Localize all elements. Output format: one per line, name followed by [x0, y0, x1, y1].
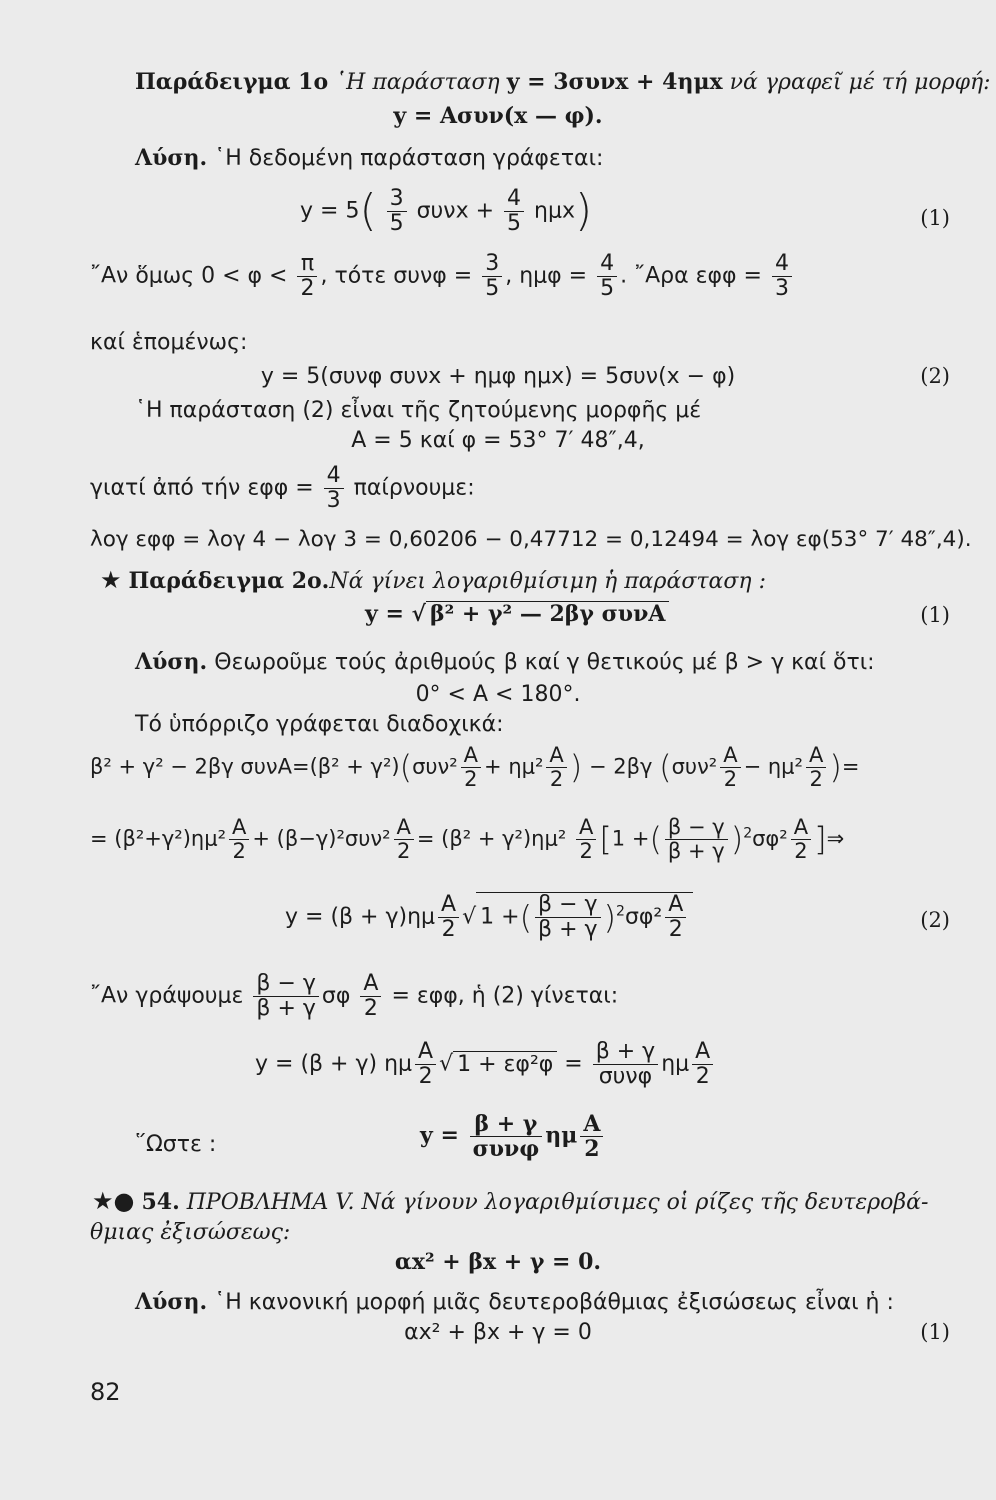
- example1-expression: y = 3συνx + 4ημx: [506, 69, 723, 95]
- example1-label: Παράδειγμα 1ο: [135, 69, 329, 95]
- example1-prompt-a: ῾Η παράσταση: [335, 70, 500, 95]
- fraction-4-3: $\frac{4}{3}$: [324, 464, 344, 513]
- final-result: y = $\frac{\beta + \gamma}{\text{συνφ}}$ ημ $\frac{A}{2}$: [420, 1112, 606, 1161]
- form-statement: ῾Η παράσταση (2) εἶναι τῆς ζητούμενης μορφῆς μέ: [135, 398, 702, 423]
- example2-solution-line: [135, 650, 875, 675]
- right-paren: ): [575, 185, 593, 236]
- solution-label: Λύση.: [135, 649, 208, 675]
- problem-text-2: θμιας ἐξισώσεως:: [90, 1220, 291, 1245]
- solution-text: Θεωροῦμε τούς ἀριθμούς β καί γ θετικούς μέ β > γ καί ὅτι:: [214, 650, 875, 675]
- eq1-end: ημx: [534, 198, 575, 224]
- problem-equation: αx² + βx + γ = 0.: [394, 1249, 602, 1275]
- equation-number-1c: (1): [920, 1320, 950, 1344]
- substitution-line: ῎Αν γράψουμε $\frac{\beta - \gamma}{\beta + \gamma}$ σφ $\frac{A}{2}$ = εφφ, ἡ (2) γίνεται:: [90, 971, 619, 1022]
- fraction-4-5: $\frac{4}{5}$: [597, 252, 617, 301]
- radicand: β² + γ² — 2βγ συνA: [426, 601, 669, 627]
- example2-prompt: Νά γίνει λογαριθμίσιμη ἡ παράσταση :: [329, 569, 766, 594]
- example2-equation-2: y = (β + γ)ημ $\frac{A}{2}$ √ 1 +( $\frac{\beta - \gamma}{\beta + \gamma}$ )$^2$σφ² $\frac{A}{2}$: [285, 892, 693, 942]
- example2-heading: [100, 567, 766, 595]
- therefore-label: ῞Ωστε :: [135, 1132, 217, 1157]
- condition-line: ῎Αν ὅμως 0 < φ < $\frac{\pi}{2}$ , τότε συνφ = $\frac{3}{5}$ , ημφ = $\frac{4}{5}$ . ῎Αρα εφφ = $\frac{4}{3}$: [90, 252, 795, 301]
- example2-equation-3: y = (β + γ) ημ $\frac{A}{2}$ √ 1 + εφ²φ = $\frac{\beta + \gamma}{\text{συνφ}}$ ημ $\frac{A}{2}$: [255, 1040, 716, 1089]
- problem-heading: [92, 1188, 928, 1216]
- star-bullet-icon: ★●: [92, 1187, 135, 1215]
- angle-range: 0° < A < 180°.: [415, 682, 581, 707]
- solution-label: Λύση.: [135, 145, 208, 171]
- fraction-3-5: $\frac{3}{5}$: [387, 187, 407, 236]
- equation-1: [300, 186, 592, 237]
- derivation-line-2: = (β²+γ²)ημ² $\frac{A}{2}$ + (β−γ)²συν² $\frac{A}{2}$ = (β² + γ²)ημ² $\frac{A}{2}$ [1 +( $\frac{\beta - \gamma}{\beta + \gamma}$ )$^2$σφ² $\frac{A}{2}$ ]⇒: [90, 815, 845, 864]
- equation-number-1: (1): [920, 206, 950, 230]
- problem-title: ΠΡΟΒΛΗΜΑ V.: [186, 1190, 355, 1215]
- solution-text: ῾Η κανονική μορφή μιᾶς δευτεροβάθμιας ἐξισώσεως εἶναι ἡ :: [214, 1290, 894, 1315]
- logarithm-calculation: λογ εφφ = λογ 4 − λογ 3 = 0,60206 − 0,47712 = 0,12494 = λογ εφ(53° 7′ 48″,4).: [90, 527, 972, 552]
- quadratic-equation: αx² + βx + γ = 0: [404, 1320, 592, 1345]
- problem-number: 54.: [141, 1189, 180, 1215]
- problem-text-1: Νά γίνουν λογαριθμίσιμες οἱ ρίζες τῆς δευτεροβά-: [361, 1190, 929, 1215]
- equation-2: y = 5(συνφ συνx + ημφ ημx) = 5συν(x − φ): [260, 364, 736, 389]
- fraction-4-5: $\frac{4}{5}$: [504, 187, 524, 236]
- solution-label: Λύση.: [135, 1289, 208, 1315]
- left-paren: (: [359, 185, 377, 236]
- fraction-4-3: $\frac{4}{3}$: [772, 252, 792, 301]
- fraction-3-5: $\frac{3}{5}$: [482, 252, 502, 301]
- solution-text: ῾Η δεδομένη παράσταση γράφεται:: [214, 146, 604, 171]
- example1-solution-line: [135, 146, 603, 171]
- eq1-middle: συνx +: [416, 198, 495, 224]
- problem-solution-line: [135, 1290, 894, 1315]
- eq1-prefix: y = 5: [300, 198, 360, 224]
- equation-number-2b: (2): [920, 908, 950, 932]
- page-number: 82: [90, 1378, 121, 1406]
- equation-number-2: (2): [920, 364, 950, 388]
- fraction-pi-2: $\frac{\pi}{2}$: [297, 252, 317, 301]
- example2-equation-1: y = √ β² + γ² — 2βγ συνA: [365, 601, 669, 627]
- example2-label: Παράδειγμα 2ο.: [128, 568, 330, 594]
- derivation-line-1: β² + γ² − 2βγ συνA=(β² + γ²)(συν² $\frac{A}{2}$ + ημ² $\frac{A}{2}$ ) − 2βγ (συν² $\frac{A}{2}$ − ημ² $\frac{A}{2}$ )=: [90, 743, 860, 792]
- radicand-intro: Τό ὑπόρριζο γράφεται διαδοχικά:: [135, 712, 504, 737]
- therefore-line: καί ἑπομένως:: [90, 330, 248, 355]
- because-line: γιατί ἀπό τήν εφφ = $\frac{4}{3}$ παίρνουμε:: [90, 463, 475, 514]
- example1-heading: [135, 70, 991, 95]
- star-icon: ★: [100, 566, 122, 594]
- example1-target-form: y = Aσυν(x — φ).: [393, 103, 603, 129]
- equation-number-1b: (1): [920, 603, 950, 627]
- amplitude-phase-values: A = 5 καί φ = 53° 7′ 48″,4,: [351, 428, 645, 453]
- example1-prompt-b: νά γραφεῖ μέ τή μορφή:: [729, 70, 991, 95]
